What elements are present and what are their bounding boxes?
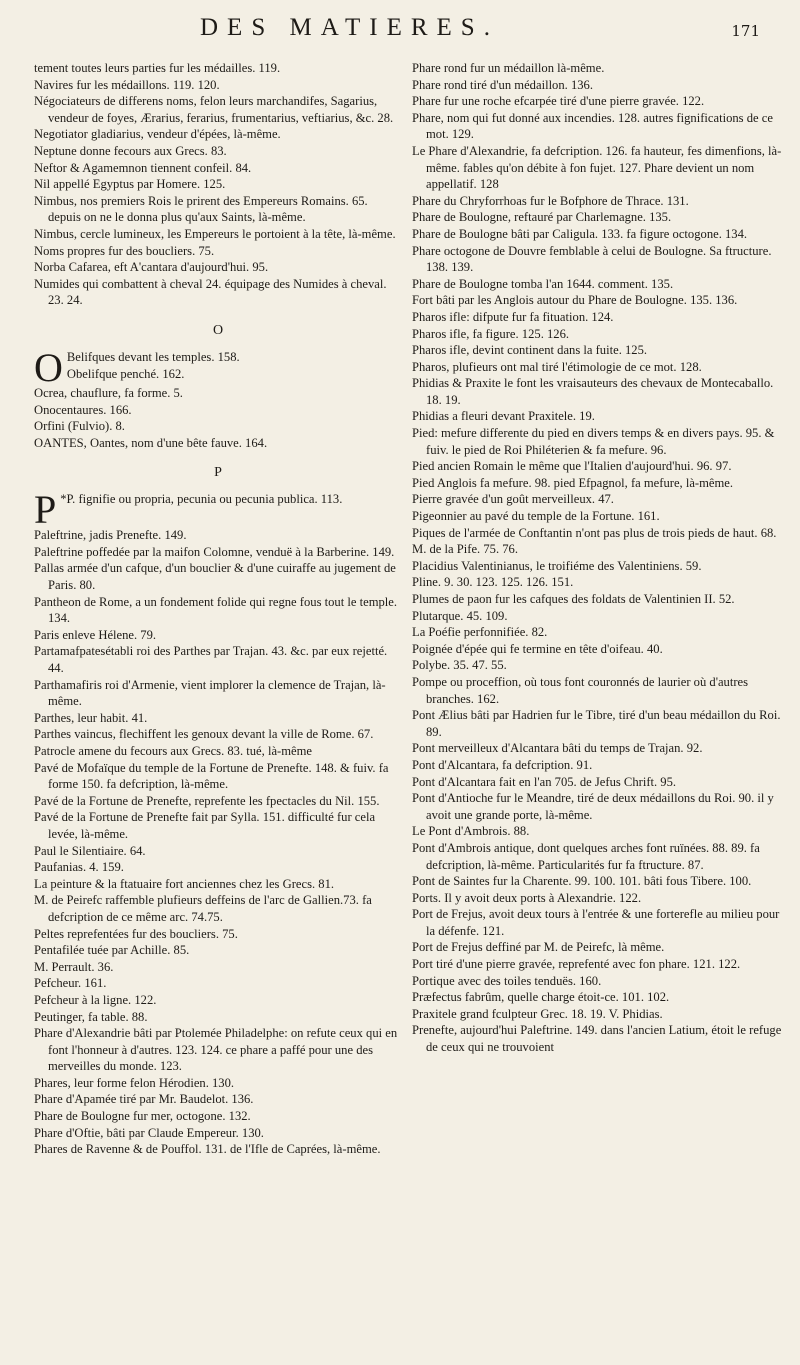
page-number: 171 <box>731 22 760 40</box>
index-entry: Partamafpatesétabli roi des Parthes par Trajan. 43. &c. par eux rejetté. 44. <box>34 644 388 676</box>
index-entry: Le Phare d'Alexandrie, fa defcription. 126. fa hauteur, fes dimenfions, là-même. fables qu'on débite à fon fujet. 127. Phare devient un nom appellatif. 128 <box>412 143 782 192</box>
index-entry: Pied: mefure differente du pied en divers temps & en divers pays. 95. & fuiv. le pied de Roi Philéterien & fa mefure. 96. <box>412 426 775 457</box>
index-entry: Phidias a fleuri devant Praxitele. 19. <box>412 409 595 424</box>
index-entry: Negotiator gladiarius, vendeur d'épées, là-même. <box>34 127 281 142</box>
index-entry: Négociateurs de differens noms, felon leurs marchandifes, Sagarius, vendeur de foyes, Ærarius, ferarius, frumentarius, veftiarius, &c. 28. <box>34 94 394 125</box>
index-entry: Pont Ælius bâti par Hadrien fur le Tibre, tiré d'un beau médaillon du Roi. 89. <box>412 708 781 739</box>
index-entry: Phare de Boulogne fur mer, octogone. 132. <box>34 1109 251 1124</box>
index-entry: tement toutes leurs parties fur les médailles. 119. <box>34 61 281 75</box>
index-entry: Paul le Silentiaire. 64. <box>34 843 146 858</box>
index-entry: Parthes vaincus, flechiffent les genoux devant la ville de Rome. 67. <box>34 727 374 742</box>
index-entry: Phare de Boulogne, reftauré par Charlemagne. 135. <box>412 210 672 225</box>
entries-p <box>34 527 402 1158</box>
index-entry: M. de la Pife. 75. 76. <box>412 542 518 557</box>
index-entry: Phares, leur forme felon Hérodien. 130. <box>34 1075 235 1090</box>
index-entry: Paleftrine, jadis Prenefte. 149. <box>34 528 187 543</box>
index-entry: Port tiré d'une pierre gravée, reprefenté avec fon phare. 121. 122. <box>412 957 741 972</box>
index-entry: Navires fur les médaillons. 119. 120. <box>34 77 220 92</box>
index-entry: Phare rond tiré d'un médaillon. 136. <box>412 77 593 92</box>
index-entry: Ocrea, chauflure, fa forme. 5. <box>34 385 183 400</box>
right-column <box>412 60 784 1056</box>
index-entry: Parthes, leur habit. 41. <box>34 710 148 725</box>
index-entry: Pharos, plufieurs ont mal tiré l'étimologie de ce mot. 128. <box>412 359 702 374</box>
index-entry: Patrocle amene du fecours aux Grecs. 83. tué, là-même <box>34 744 312 758</box>
left-column <box>34 60 402 1158</box>
index-entry: Phare de Boulogne bâti par Caligula. 133. fa figure octogone. 134. <box>412 226 748 241</box>
index-entry: Nimbus, nos premiers Rois le prirent des Empereurs Romains. 65. depuis on ne le donna plus qu'aux Saints, là-même. <box>34 193 368 225</box>
index-entry: Neptune donne fecours aux Grecs. 83. <box>34 143 227 158</box>
index-entry: Nimbus, cercle lumineux, les Empereurs le portoient à la tête, là-même. <box>34 226 396 241</box>
index-entry: Peutinger, fa table. 88. <box>34 1009 148 1024</box>
index-entry: Ports. Il y avoit deux ports à Alexandrie. 122. <box>412 890 642 905</box>
index-entry: Phare du Chryforrhoas fur le Bofphore de Thrace. 131. <box>412 193 689 208</box>
index-entry: Polybe. 35. 47. 55. <box>412 658 507 673</box>
index-entry: Præfectus fabrûm, quelle charge étoit-ce. 101. 102. <box>412 990 670 1005</box>
index-entry: Pentafilée tuée par Achille. 85. <box>34 943 190 958</box>
index-entry: Phare de Boulogne tomba l'an 1644. comment. 135. <box>412 276 674 291</box>
index-entry: Phidias & Praxite le font les vraisauteurs des chevaux de Montecaballo. 18. 19. <box>412 376 774 407</box>
index-entry: Pharos ifle, devint continent dans la fuite. 125. <box>412 343 648 358</box>
dropcap-o: O <box>34 344 63 390</box>
entries-o <box>34 385 402 451</box>
letter-heading-o: O <box>212 322 224 338</box>
index-entry: Neftor & Agamemnon tiennent confeil. 84. <box>34 160 252 175</box>
index-entry: Pigeonnier au pavé du temple de la Fortune. 161. <box>412 509 660 524</box>
index-entry: Nil appellé Egyptus par Homere. 125. <box>34 177 226 192</box>
index-entry: Pavé de la Fortune de Prenefte fait par Sylla. 151. difficulté fur cela levée, là-même. <box>34 810 376 841</box>
index-entry: Placidius Valentinianus, le troifiéme des Valentiniens. 59. <box>412 558 702 573</box>
index-entry: M. de Peirefc raffemble plufieurs deffeins de l'arc de Gallien.73. fa defcription de ce même arc. 74.75. <box>34 893 372 924</box>
index-entry: Phare fur une roche efcarpée tiré d'une pierre gravée. 122. <box>412 94 705 109</box>
index-entry: Pallas armée d'un cafque, d'un bouclier & d'une cuiraffe au jugement de Paris. 80. <box>34 561 396 593</box>
page-header <box>0 14 800 54</box>
index-entry: Phare rond fur un médaillon là-même. <box>412 61 605 75</box>
entry-o-first <box>34 344 402 390</box>
index-entry: Pont d'Ambrois antique, dont quelques arches font ruïnées. 88. 89. fa defcription, là-même. Particularités fur fa ftructure. 87. <box>412 840 760 872</box>
index-entry: Pavé de la Fortune de Prenefte, reprefente les fpectacles du Nil. 155. <box>34 793 380 808</box>
index-entry: Phare, nom qui fut donné aux incendies. 128. autres fignifications de ce mot. 129. <box>412 110 773 142</box>
index-entry: Pont d'Alcantara fait en l'an 705. de Jefus Chrift. 95. <box>412 774 677 789</box>
index-entry: Plumes de paon fur les cafques des foldats de Valentinien II. 52. <box>412 592 735 606</box>
index-entry: Phare d'Alexandrie bâti par Ptolemée Philadelphe: on refute ceux qui en font l'honneur à d'autres. 123. 124. ce phare a paffé pour une des merveilles du monde. 123. <box>34 1026 398 1074</box>
index-entry: La peinture & la ftatuaire fort anciennes chez les Grecs. 81. <box>34 876 335 891</box>
index-entry: Pont d'Antioche fur le Meandre, tiré de deux médaillons du Roi. 90. il y avoit une grande porte, là-même. <box>412 791 774 822</box>
index-entry: Phare d'Oftie, bâti par Claude Empereur. 130. <box>34 1125 264 1140</box>
index-entry: Pierre gravée d'un goût merveilleux. 47. <box>412 492 614 507</box>
index-entry: Pefcheur à la ligne. 122. <box>34 992 157 1007</box>
entries-n <box>34 60 402 309</box>
index-entry: Paleftrine poffedée par la maifon Colomne, venduë à la Barberine. 149. <box>34 544 395 559</box>
index-entry: Orfini (Fulvio). 8. <box>34 419 125 434</box>
entries-right <box>412 60 784 1056</box>
index-entry: Parthamafiris roi d'Armenie, vient implorer la clemence de Trajan, là-même. <box>34 677 386 709</box>
index-entry: M. Perrault. 36. <box>34 959 114 974</box>
index-entry: Phare octogone de Douvre femblable à celui de Boulogne. Sa ftructure. 138. 139. <box>412 243 772 275</box>
index-entry: Numides qui combattent à cheval 24. équipage des Numides à cheval. 23. 24. <box>34 276 387 308</box>
index-entry: Port de Frejus deffiné par M. de Peirefc, là même. <box>412 940 665 955</box>
index-entry: Fort bâti par les Anglois autour du Phare de Boulogne. 135. 136. <box>412 293 738 308</box>
entry-text: *P. fignifie ou propria, pecunia ou pecunia publica. 113. <box>60 492 343 507</box>
index-entry: La Poéfie perfonnifiée. 82. <box>412 625 548 640</box>
index-entry: Poignée d'épée qui fe termine en tête d'oifeau. 40. <box>412 641 663 656</box>
index-entry: Pont de Saintes fur la Charente. 99. 100. 101. bâti fous Tibere. 100. <box>412 874 752 889</box>
index-entry: Pantheon de Rome, a un fondement folide qui regne fous tout le temple. 134. <box>34 594 398 626</box>
index-entry: Pont d'Alcantara, fa defcription. 91. <box>412 757 593 772</box>
dropcap-p: P <box>34 487 57 533</box>
index-entry: Norba Cafarea, eft A'cantara d'aujourd'hui. 95. <box>34 260 269 275</box>
index-entry: Onocentaures. 166. <box>34 402 132 417</box>
index-entry: Pompe ou proceffion, où tous font couronnés de laurier où d'autres branches. 162. <box>412 674 749 706</box>
entry-p-first <box>34 487 402 533</box>
index-entry: Noms propres fur des boucliers. 75. <box>34 243 215 258</box>
index-entry: Pharos ifle: difpute fur fa fituation. 124. <box>412 309 614 324</box>
letter-heading-p: P <box>214 465 222 481</box>
index-entry: Plutarque. 45. 109. <box>412 608 508 623</box>
index-entry: Pharos ifle, fa figure. 125. 126. <box>412 326 570 341</box>
index-entry: Praxitele grand fculpteur Grec. 18. 19. V. Phidias. <box>412 1006 663 1021</box>
running-title: DES MATIERES. <box>200 14 499 41</box>
index-entry: Pefcheur. 161. <box>34 976 107 991</box>
index-entry: Paris enleve Hélene. 79. <box>34 627 157 642</box>
index-entry: OANTES, Oantes, nom d'une bête fauve. 164. <box>34 435 268 450</box>
index-entry: Pline. 9. 30. 123. 125. 126. 151. <box>412 575 574 590</box>
index-entry: Paufanias. 4. 159. <box>34 860 124 875</box>
entry-text: Belifques devant les temples. 158. <box>66 349 240 364</box>
index-entry: Le Pont d'Ambrois. 88. <box>412 824 530 839</box>
index-entry: Phare d'Apamée tiré par Mr. Baudelot. 136. <box>34 1092 254 1107</box>
index-entry: Portique avec des toiles tenduës. 160. <box>412 973 602 988</box>
index-entry: Pied ancien Romain le même que l'Italien d'aujourd'hui. 96. 97. <box>412 459 732 474</box>
index-entry: Peltes reprefentées fur des boucliers. 75. <box>34 926 238 941</box>
index-entry: Pavé de Mofaïque du temple de la Fortune de Prenefte. 148. & fuiv. fa forme 150. fa defcription, là-même. <box>34 760 389 792</box>
index-entry: Piques de l'armée de Conftantin n'ont pas plus de trois pieds de haut. 68. <box>412 525 777 540</box>
index-entry: Pied Anglois fa mefure. 98. pied Efpagnol, fa mefure, là-même. <box>412 475 734 490</box>
index-entry: Phares de Ravenne & de Pouffol. 131. de l'Ifle de Caprées, là-même. <box>34 1142 381 1157</box>
index-entry: Prenefte, aujourd'hui Paleftrine. 149. dans l'ancien Latium, étoit le refuge de ceux qui ne trouvoient <box>412 1023 782 1055</box>
index-entry: Port de Frejus, avoit deux tours à l'entrée & une forterefle au milieu pour la défenfe. 121. <box>412 907 780 938</box>
index-entry: Pont merveilleux d'Alcantara bâti du temps de Trajan. 92. <box>412 741 703 756</box>
entry-text: Obelifque penché. 162. <box>66 366 185 381</box>
